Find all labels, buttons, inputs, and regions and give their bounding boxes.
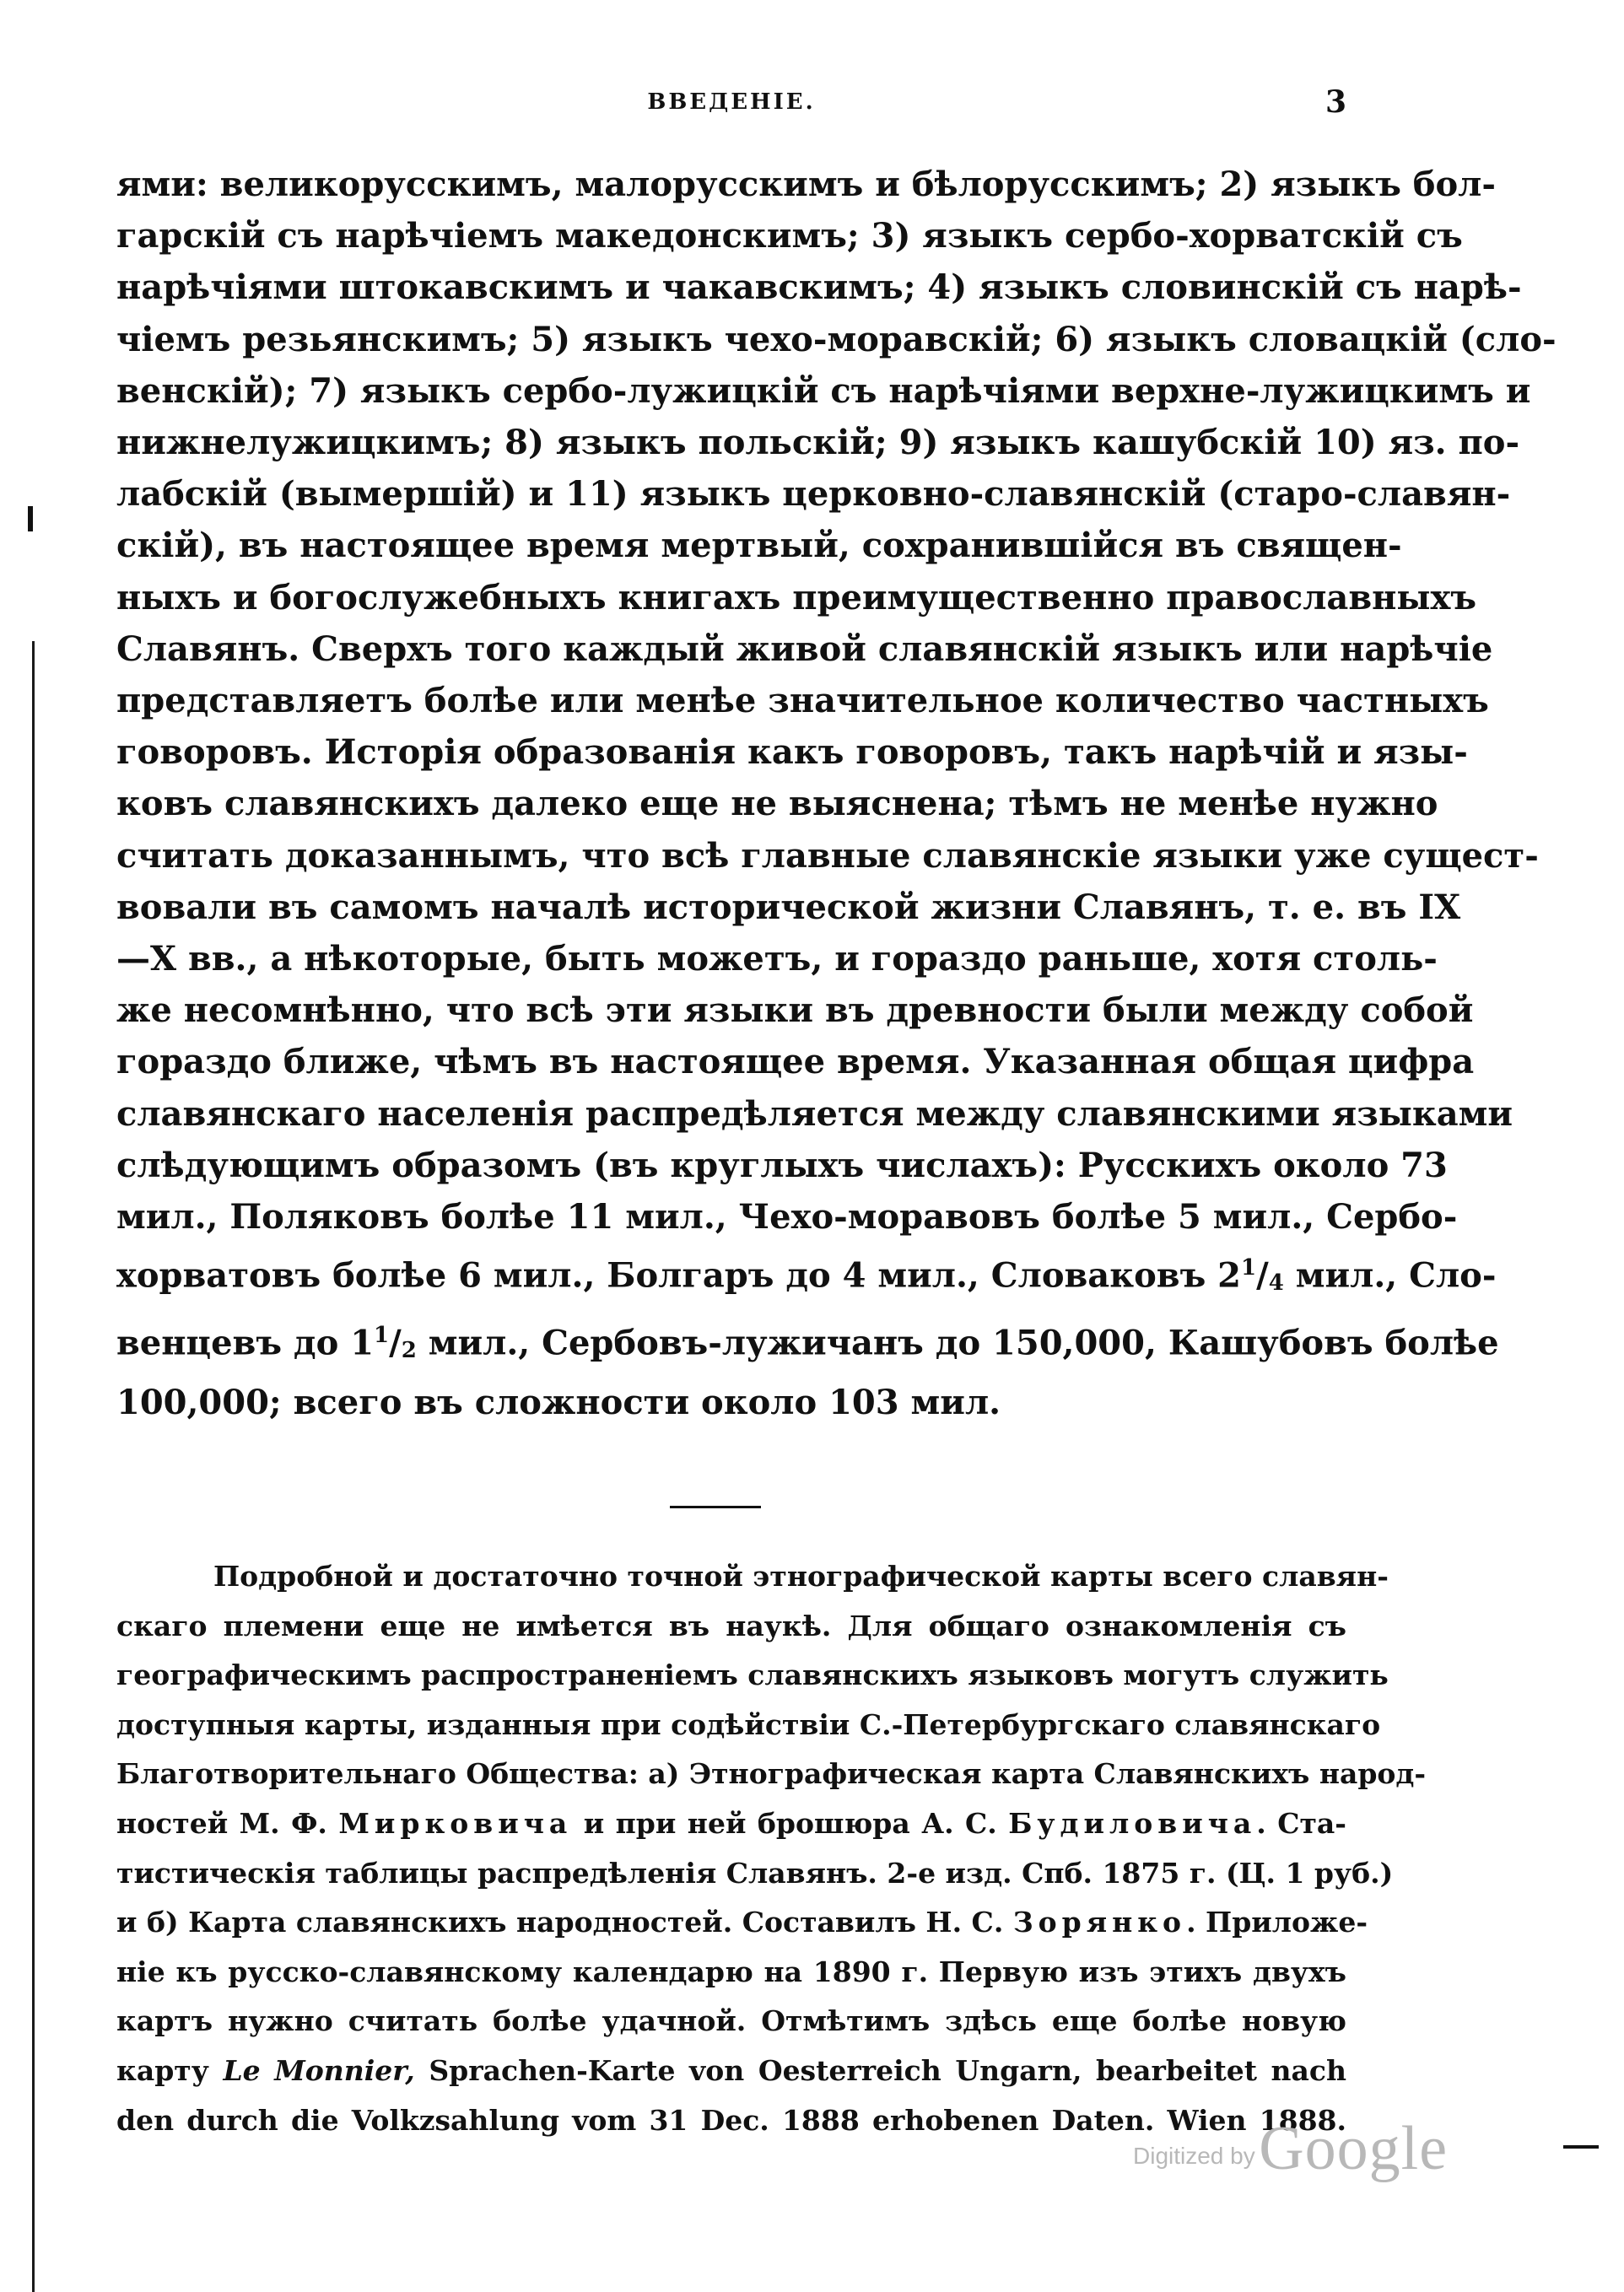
text-line: венскій); 7) языкъ сербо-лужицкій съ нарѣчіями верхне-лужицкимъ и [116, 370, 1531, 411]
author-name: Зорянко [1012, 1906, 1187, 1939]
note-line: тистическія таблицы распредѣленія Славянъ. 2-е изд. Спб. 1875 г. (Ц. 1 руб.) [116, 1856, 1394, 1890]
text-line: 100,000; всего въ сложности около 103 мил. [116, 1383, 1001, 1423]
text-line: ныхъ и богослужебныхъ книгахъ преимущественно православныхъ [116, 577, 1477, 617]
text-line: представляетъ болѣе или менѣе значительное количество частныхъ [116, 681, 1489, 721]
google-logo: Google [1259, 2114, 1449, 2183]
footnote-block [116, 1552, 1427, 2145]
note-line: den durch die Volkzsahlung vom 31 Dec. 1888 erhobenen Daten. Wien 1888. [116, 2103, 1346, 2137]
text-fragment: ностей М. Ф. [116, 1806, 339, 1840]
author-name: Мирковича [338, 1806, 573, 1840]
text-line: нарѣчіями штокавскимъ и чакавскимъ; 4) языкъ словинскій съ нарѣ- [116, 267, 1522, 308]
note-line [116, 1799, 1346, 1849]
author-name: Будиловича [1008, 1806, 1257, 1840]
text-line: венцевъ до $1^1/2$ мил., Сербовъ-лужичанъ до 150,000, Кашубовъ болѣе [116, 1322, 1499, 1363]
text-line: же несомнѣнно, что всѣ эти языки въ древности были между собой [116, 990, 1474, 1031]
main-text-block [116, 159, 1557, 1428]
fraction-numerator: 1 [1241, 1255, 1257, 1281]
note-line: картъ нужно считать болѣе удачной. Отмѣтимъ здѣсь еще болѣе новую [116, 2004, 1346, 2038]
page-header [116, 84, 1346, 120]
note-line [116, 2047, 1346, 2096]
text-fragment: и при ней брошюра А. С. [572, 1806, 1009, 1840]
text-line: мил., Поляковъ болѣе 11 мил., Чехо-моравовъ болѣе 5 мил., Сербо- [116, 1197, 1458, 1238]
digitization-watermark [1133, 2113, 1470, 2183]
note-line: доступныя карты, изданныя при содѣйствіи С.-Петербургскаго славянскаго [116, 1707, 1381, 1741]
text-line: хорватовъ болѣе 6 мил., Болгаръ до 4 мил., Словаковъ $2^1/4$ мил., Сло- [116, 1255, 1497, 1297]
note-line: скаго племени еще не имѣется въ наукѣ. Для общаго ознакомленія съ [116, 1609, 1346, 1642]
running-head: ВВЕДЕНІЕ. [647, 89, 816, 115]
text-line: ями: великорусскимъ, малорусскимъ и бѣлорусскимъ; 2) языкъ бол- [116, 164, 1496, 204]
note-line [116, 1898, 1368, 1948]
text-line: говоровъ. Исторія образованія какъ говоровъ, такъ нарѣчій и язы- [116, 732, 1468, 773]
text-line: считать доказаннымъ, что всѣ главные славянскіе языки уже сущест- [116, 835, 1539, 876]
note-line: Благотворительнаго Общества: а) Этнографическая карта Славянскихъ народ- [116, 1757, 1427, 1791]
section-divider [670, 1506, 761, 1508]
text-fragment: карту [116, 2053, 224, 2087]
page-edge-shadow [32, 641, 35, 2292]
margin-mark [28, 506, 33, 531]
text-line: вовали въ самомъ началѣ исторической жизни Славянъ, т. е. въ IX [116, 887, 1461, 927]
text-line: скій), въ настоящее время мертвый, сохранившійся въ священ- [116, 526, 1402, 566]
text-line: Славянъ. Сверхъ того каждый живой славянскій языкъ или нарѣчіе [116, 628, 1493, 669]
fraction-denominator: 2 [401, 1337, 417, 1363]
fraction-numerator: 1 [374, 1322, 390, 1348]
text-fragment: Sprachen-Karte von Oesterreich Ungarn, bearbeitet nach [414, 2053, 1346, 2087]
edge-mark [1563, 2145, 1599, 2149]
note-line: географическимъ распространеніемъ славянскихъ языковъ могутъ служить [116, 1658, 1389, 1692]
text-fragment: хорватовъ болѣе 6 мил., Болгаръ до 4 мил., Словаковъ 2 [116, 1255, 1242, 1296]
note-line: Подробной и достаточно точной этнографической карты всего славян- [213, 1560, 1389, 1593]
text-fragment: и б) Карта славянскихъ народностей. Составилъ Н. С. [116, 1906, 1013, 1939]
text-fragment: венцевъ до 1 [116, 1322, 375, 1362]
italic-title: Le Monnier, [223, 2053, 415, 2087]
text-line: —X вв., а нѣкоторые, быть можетъ, и гораздо раньше, хотя столь- [116, 939, 1438, 979]
text-fragment: мил., Сербовъ-лужичанъ до 150,000, Кашубовъ болѣе [416, 1322, 1499, 1362]
text-line: чіемъ резьянскимъ; 5) языкъ чехо-моравскій; 6) языкъ словацкій (сло- [116, 319, 1557, 359]
fraction-denominator: 4 [1268, 1270, 1284, 1297]
text-line: гарскій съ нарѣчіемъ македонскимъ; 3) языкъ сербо-хорватскій съ [116, 216, 1463, 256]
text-line: ковъ славянскихъ далеко еще не выяснена; тѣмъ не менѣе нужно [116, 784, 1438, 824]
page-number: 3 [1325, 84, 1346, 120]
text-fragment: мил., Сло- [1283, 1255, 1497, 1296]
text-line: лабскій (вымершій) и 11) языкъ церковно-славянскій (старо-славян- [116, 474, 1511, 515]
text-fragment: . Ста- [1256, 1806, 1346, 1840]
text-line: слѣдующимъ образомъ (въ круглыхъ числахъ): Русскихъ около 73 [116, 1145, 1448, 1185]
text-line: славянскаго населенія распредѣляется между славянскими языками [116, 1093, 1513, 1134]
note-line: ніе къ русско-славянскому календарю на 1890 г. Первую изъ этихъ двухъ [116, 1955, 1346, 1988]
text-line: гораздо ближе, чѣмъ въ настоящее время. Указанная общая цифра [116, 1042, 1475, 1082]
text-fragment: . Приложе- [1186, 1906, 1368, 1939]
watermark-prefix: Digitized by [1133, 2143, 1255, 2169]
text-line: нижнелужицкимъ; 8) языкъ польскій; 9) языкъ кашубскій 10) яз. по- [116, 423, 1520, 463]
